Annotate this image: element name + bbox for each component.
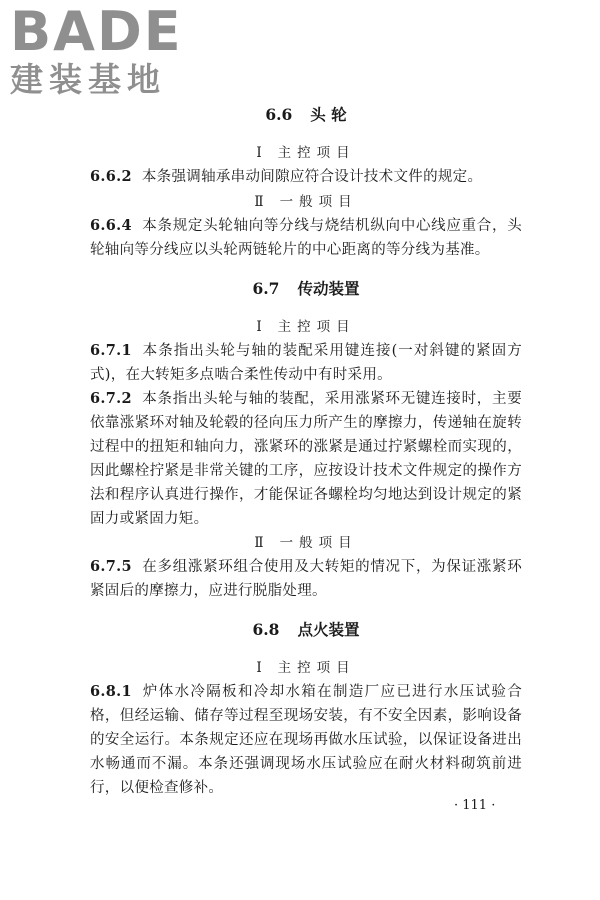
clause-text: 本条指出头轮与轴的装配采用键连接(一对斜键的紧固方式)，在大转矩多点啮合柔性传动中有时采用。: [90, 343, 522, 383]
section-number: 6.7: [252, 279, 280, 298]
subsection-heading: [90, 317, 522, 337]
section-number: 6.6: [265, 105, 293, 124]
subsection-numeral: Ⅱ: [254, 194, 270, 210]
subsection-heading: [90, 192, 522, 212]
page-number: · 111 ·: [454, 798, 496, 813]
clause-number: 6.6.2: [90, 168, 132, 185]
section-title: 传动装置: [297, 279, 360, 298]
clause-number: 6.7.2: [90, 390, 132, 407]
logo-wordmark: BADE: [10, 0, 183, 63]
subsection-heading: [90, 533, 522, 553]
clause-paragraph: [90, 387, 522, 531]
clause-number: 6.8.1: [90, 683, 132, 700]
section-title: 点火装置: [297, 620, 360, 639]
clause-text: 本条指出头轮与轴的装配，采用涨紧环无键连接时，主要依靠涨紧环对轴及轮毂的径向压力所产生的摩擦力，传递轴在旋转过程中的扭矩和轴向力，涨紧环的涨紧是通过拧紧螺栓而实现的，因此螺栓拧紧是非常关键的工序，应按设计技术文件规定的操作方法和程序认真进行操作，才能保证各螺栓均匀地达到设计规定的紧固力或紧固力矩。: [90, 391, 522, 527]
clause-paragraph: [90, 214, 522, 262]
subsection-title: 主控项目: [277, 319, 356, 335]
clause-paragraph: [90, 339, 522, 387]
subsection-title: 一般项目: [279, 194, 358, 210]
subsection-heading: [90, 658, 522, 678]
clause-text: 在多组涨紧环组合使用及大转矩的情况下，为保证涨紧环紧固后的摩擦力，应进行脱脂处理。: [90, 559, 522, 599]
subsection-numeral: Ⅰ: [256, 145, 268, 161]
subsection-title: 主控项目: [277, 145, 356, 161]
document-body: [90, 104, 522, 800]
clause-text: 本条强调轴承串动间隙应符合设计技术文件的规定。: [141, 169, 483, 185]
subsection-numeral: Ⅱ: [254, 535, 270, 551]
clause-text: 本条规定头轮轴向等分线与烧结机纵向中心线应重合，头轮轴向等分线应以头轮两链轮片的中心距离的等分线为基准。: [90, 218, 522, 258]
clause-paragraph: [90, 680, 522, 800]
clause-number: 6.7.1: [90, 342, 132, 359]
logo-subtitle: 建装基地: [10, 60, 166, 99]
clause-paragraph: [90, 165, 522, 189]
section-title: 头 轮: [310, 105, 347, 124]
clause-number: 6.7.5: [90, 558, 132, 575]
clause-number: 6.6.4: [90, 217, 132, 234]
section-heading: [90, 619, 522, 641]
subsection-heading: [90, 143, 522, 163]
subsection-title: 一般项目: [279, 535, 358, 551]
subsection-numeral: Ⅰ: [256, 660, 268, 676]
section-heading: [90, 104, 522, 126]
subsection-title: 主控项目: [277, 660, 356, 676]
subsection-numeral: Ⅰ: [256, 319, 268, 335]
clause-text: 炉体水冷隔板和冷却水箱在制造厂应已进行水压试验合格，但经运输、储存等过程至现场安装，有不安全因素，影响设备的安全运行。本条规定还应在现场再做水压试验，以保证设备进出水畅通而不漏。本条还强调现场水压试验应在耐火材料砌筑前进行，以便检查修补。: [90, 684, 522, 796]
bade-logo: [10, 0, 183, 99]
clause-paragraph: [90, 555, 522, 603]
section-heading: [90, 278, 522, 300]
section-number: 6.8: [252, 620, 280, 639]
